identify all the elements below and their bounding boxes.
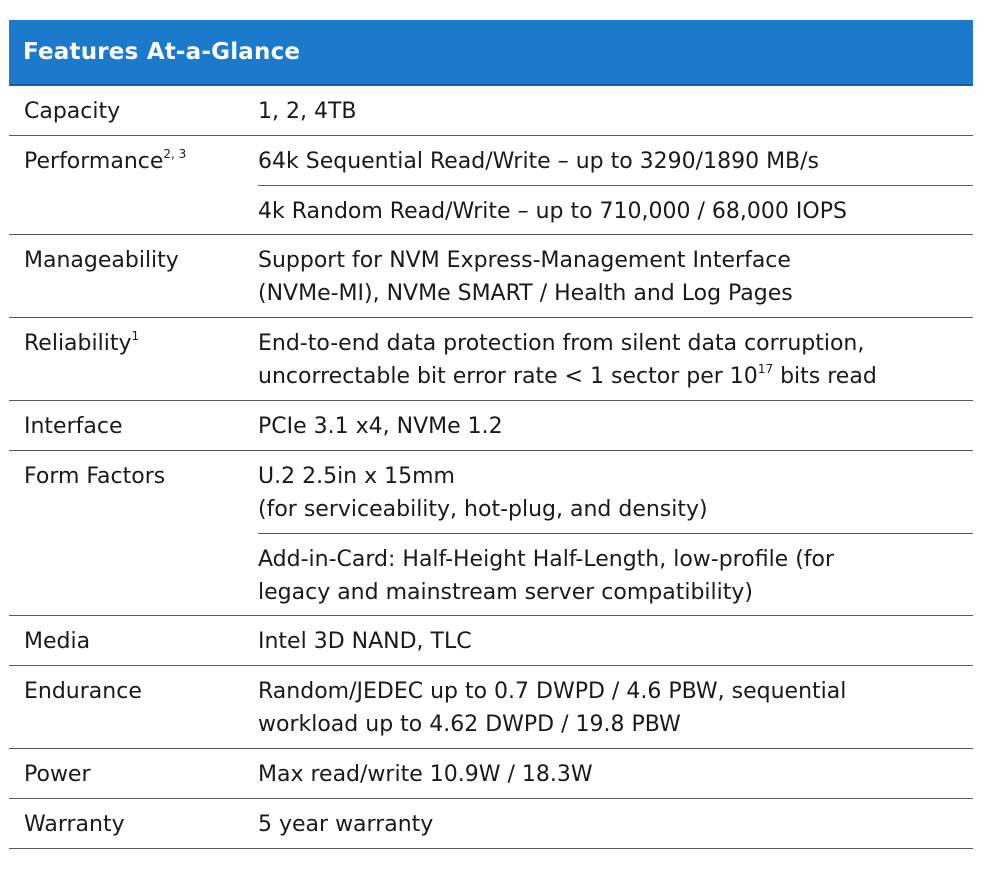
value-line: Support for NVM Express-Management Interface xyxy=(258,248,791,273)
row-value: Max read/write 10.9W / 18.3W xyxy=(258,762,593,787)
table-row-power xyxy=(9,749,973,799)
row-value xyxy=(258,318,973,400)
row-label: Capacity xyxy=(24,99,121,124)
row-label: Form Factors xyxy=(24,464,166,489)
table-row-media xyxy=(9,616,973,666)
row-label: Power xyxy=(24,762,91,787)
row-label xyxy=(9,318,258,400)
table-row-endurance xyxy=(9,666,973,749)
row-label: Warranty xyxy=(24,812,125,837)
row-value: 1, 2, 4TB xyxy=(258,99,357,124)
table-row-manageability xyxy=(9,235,973,318)
table-row-interface xyxy=(9,401,973,451)
value-line: End-to-end data protection from silent data corruption, xyxy=(258,331,865,356)
table-row-form-factors xyxy=(9,451,973,616)
table-row-performance xyxy=(9,136,973,235)
row-value xyxy=(258,533,973,615)
table-row-capacity xyxy=(9,86,973,136)
row-label: Endurance xyxy=(24,679,142,704)
value-line: Add-in-Card: Half-Height Half-Length, low-profile (for xyxy=(258,547,835,572)
value-text: uncorrectable bit error rate < 1 sector per 10 xyxy=(258,364,758,389)
value-line: Random/JEDEC up to 0.7 DWPD / 4.6 PBW, sequential xyxy=(258,679,847,704)
row-label-text: Performance xyxy=(24,149,164,174)
row-value xyxy=(258,666,973,748)
table-title: Features At-a-Glance xyxy=(23,39,301,65)
table-row-reliability xyxy=(9,318,973,401)
value-line: U.2 2.5in x 15mm xyxy=(258,464,455,489)
value-line: workload up to 4.62 DWPD / 19.8 PBW xyxy=(258,712,681,737)
footnote-ref: 2, 3 xyxy=(163,146,187,161)
row-value: PCIe 3.1 x4, NVMe 1.2 xyxy=(258,414,503,439)
table-header xyxy=(9,20,973,86)
row-label-text: Reliability xyxy=(24,331,132,356)
value-line: (NVMe-MI), NVMe SMART / Health and Log Pages xyxy=(258,281,793,306)
value-line: (for serviceability, hot-plug, and density) xyxy=(258,497,708,522)
row-value: 4k Random Read/Write – up to 710,000 / 68,000 IOPS xyxy=(258,185,973,234)
row-value: Intel 3D NAND, TLC xyxy=(258,629,472,654)
value-text: bits read xyxy=(773,364,877,389)
row-value xyxy=(258,451,973,533)
row-value xyxy=(258,235,973,317)
footnote-ref: 1 xyxy=(131,328,140,343)
row-label: Media xyxy=(24,629,91,654)
value-line xyxy=(258,360,973,393)
table-row-warranty xyxy=(9,799,973,849)
features-table xyxy=(9,20,973,849)
row-label: Interface xyxy=(24,414,123,439)
row-label: Manageability xyxy=(24,248,179,273)
exponent: 17 xyxy=(757,361,774,376)
row-value: 64k Sequential Read/Write – up to 3290/1890 MB/s xyxy=(258,149,820,174)
row-value: 5 year warranty xyxy=(258,812,434,837)
row-label xyxy=(9,136,258,234)
value-line: legacy and mainstream server compatibility) xyxy=(258,580,753,605)
